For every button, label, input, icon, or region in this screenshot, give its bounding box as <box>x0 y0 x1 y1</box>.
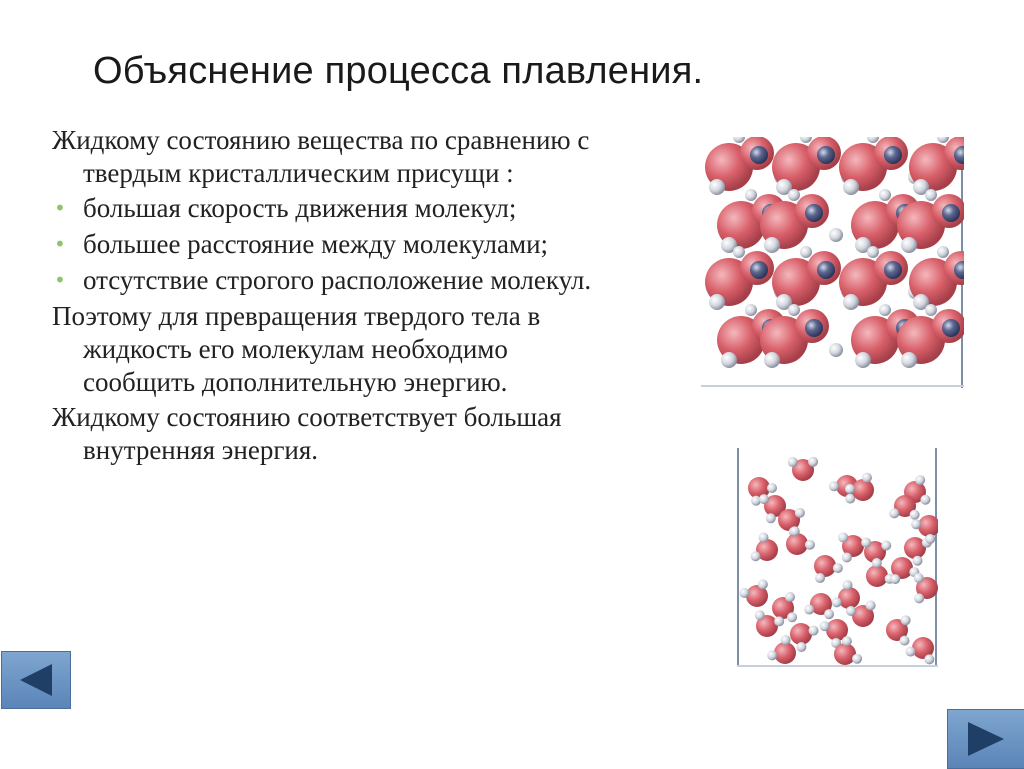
lattice-atom <box>817 146 835 164</box>
hydrogen-atom <box>842 552 852 562</box>
hydrogen-atom <box>838 532 848 542</box>
hydrogen-atom <box>913 556 923 566</box>
oxygen-sphere <box>838 587 860 609</box>
hydrogen-atom <box>843 294 859 310</box>
hydrogen-atom <box>829 343 843 357</box>
hydrogen-atom <box>785 592 795 602</box>
oxygen-sphere <box>814 555 836 577</box>
hydrogen-atom <box>764 352 780 368</box>
previous-slide-button[interactable] <box>1 651 71 709</box>
hydrogen-atom <box>925 189 937 201</box>
bullet-item <box>52 228 612 261</box>
hydrogen-atom <box>937 137 949 143</box>
bullet-item <box>52 192 612 225</box>
hydrogen-atom <box>866 600 876 610</box>
hydrogen-atom <box>767 650 777 660</box>
hydrogen-atom <box>755 610 765 620</box>
lattice-atom <box>805 319 823 337</box>
hydrogen-atom <box>788 457 798 467</box>
hydrogen-atom <box>910 510 920 520</box>
lattice-atom <box>942 319 960 337</box>
bullet-item <box>52 264 612 297</box>
hydrogen-atom <box>901 615 911 625</box>
hydrogen-atom <box>915 475 925 485</box>
hydrogen-atom <box>914 593 924 603</box>
hydrogen-atom <box>800 137 812 143</box>
hydrogen-atom <box>788 304 800 316</box>
hydrogen-atom <box>824 609 834 619</box>
hydrogen-atom <box>889 508 899 518</box>
hydrogen-atom <box>879 304 891 316</box>
hydrogen-atom <box>901 352 917 368</box>
hydrogen-atom <box>820 621 830 631</box>
hydrogen-atom <box>809 626 819 636</box>
hydrogen-atom <box>842 636 852 646</box>
lattice-atom <box>884 146 902 164</box>
oxygen-sphere <box>918 515 938 537</box>
hydrogen-atom <box>867 246 879 258</box>
hydrogen-atom <box>767 483 777 493</box>
hydrogen-atom <box>843 179 859 195</box>
hydrogen-atom <box>796 642 806 652</box>
hydrogen-atom <box>829 228 843 242</box>
hydrogen-atom <box>759 532 769 542</box>
intro-paragraph: Жидкому состоянию вещества по сравнению с твердым кристаллическим присущи : <box>52 125 590 188</box>
hydrogen-atom <box>879 189 891 201</box>
hydrogen-atom <box>925 534 935 544</box>
hydrogen-atom <box>829 481 839 491</box>
hydrogen-atom <box>937 246 949 258</box>
bullet-dot-icon: • <box>54 268 66 292</box>
oxygen-sphere <box>786 533 808 555</box>
oxygen-sphere <box>852 479 874 501</box>
hydrogen-atom <box>758 579 768 589</box>
hydrogen-atom <box>852 654 862 664</box>
hydrogen-atom <box>733 246 745 258</box>
lattice-atom <box>805 204 823 222</box>
hydrogen-atom <box>925 304 937 316</box>
hydrogen-atom <box>790 526 800 536</box>
bullet-dot-icon: • <box>54 196 66 220</box>
hydrogen-atom <box>832 597 842 607</box>
hydrogen-atom <box>805 540 815 550</box>
hydrogen-atom <box>733 137 745 143</box>
lattice-atom <box>817 261 835 279</box>
hydrogen-atom <box>808 457 818 467</box>
hydrogen-atom <box>890 574 900 584</box>
next-slide-button[interactable] <box>947 709 1024 769</box>
hydrogen-atom <box>867 137 879 143</box>
hydrogen-atom <box>721 352 737 368</box>
hydrogen-atom <box>901 237 917 253</box>
hydrogen-atom <box>795 508 805 518</box>
hydrogen-atom <box>709 179 725 195</box>
oxygen-sphere <box>774 642 796 664</box>
hydrogen-atom <box>774 616 784 626</box>
hydrogen-atom <box>845 484 855 494</box>
slide-body <box>52 124 612 469</box>
energy-paragraph: Поэтому для превращения твердого тела в жидкость его молекулам необходимо сообщить дополнительную энергию. <box>52 301 541 397</box>
hydrogen-atom <box>745 304 757 316</box>
hydrogen-atom <box>911 519 921 529</box>
hydrogen-atom <box>906 647 916 657</box>
hydrogen-atom <box>914 573 924 583</box>
hydrogen-atom <box>899 636 909 646</box>
hydrogen-atom <box>745 189 757 201</box>
oxygen-sphere <box>866 565 888 587</box>
hydrogen-atom <box>787 612 797 622</box>
hydrogen-atom <box>788 189 800 201</box>
hydrogen-atom <box>815 573 825 583</box>
bullet-dot-icon: • <box>54 232 66 256</box>
hydrogen-atom <box>766 513 776 523</box>
slide-title: Объяснение процесса плавления. <box>93 50 704 92</box>
hydrogen-atom <box>709 294 725 310</box>
hydrogen-atom <box>739 588 749 598</box>
hydrogen-atom <box>751 551 761 561</box>
hydrogen-atom <box>924 654 934 664</box>
oxygen-sphere <box>790 623 812 645</box>
hydrogen-atom <box>764 237 780 253</box>
conclusion-paragraph: Жидкому состоянию соответствует большая внутренняя энергия. <box>52 402 562 465</box>
hydrogen-atom <box>846 606 856 616</box>
lattice-atom <box>750 261 768 279</box>
hydrogen-atom <box>781 635 791 645</box>
solid-lattice-image <box>701 137 964 388</box>
hydrogen-atom <box>881 541 891 551</box>
bullet-text: отсутствие строгого расположение молекул. <box>83 265 592 295</box>
hydrogen-atom <box>872 558 882 568</box>
hydrogen-atom <box>843 580 853 590</box>
hydrogen-atom <box>833 563 843 573</box>
lattice-atom <box>884 261 902 279</box>
bullet-text: большая скорость движения молекул; <box>83 193 517 223</box>
hydrogen-atom <box>804 605 814 615</box>
triangle-right-icon <box>948 710 1024 768</box>
hydrogen-atom <box>800 246 812 258</box>
solid-lattice-svg <box>701 137 964 388</box>
lattice-atom <box>750 146 768 164</box>
liquid-molecules-image <box>737 448 938 668</box>
lattice-atom <box>942 204 960 222</box>
hydrogen-atom <box>759 494 769 504</box>
liquid-molecules-svg <box>737 448 938 668</box>
hydrogen-atom <box>855 352 871 368</box>
triangle-left-icon <box>2 652 70 708</box>
oxygen-sphere <box>834 643 856 665</box>
hydrogen-atom <box>862 473 872 483</box>
hydrogen-atom <box>861 538 871 548</box>
bullet-text: большее расстояние между молекулами; <box>83 229 549 259</box>
hydrogen-atom <box>920 495 930 505</box>
